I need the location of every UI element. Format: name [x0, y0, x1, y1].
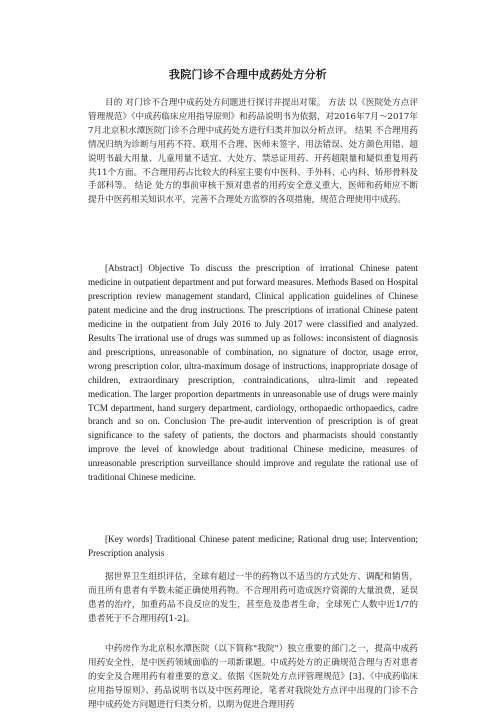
chinese-abstract: 目的 对门诊不合理中成药处方问题进行探讨并提出对策。 方法 以《医院处方点评管理规范》《中成药临床应用指导原则》和药品说明书为依据，对2016年7月～2017年7月北京积水潭医院门诊不合理中成药处方进行归类并加以分析点评。 结果 不合理用药情况归纳为诊断与用药不符、联用不合理、医师未签字、用法错误、处方颜色用错、超说明书最大用量、儿童用量不适宜、大处方、禁忌证用药、开药超限量和疑似重复用药共11个方面。不合理用药占比较大的科室主要有中医科、手外科、心内科、矫形骨科及手部科等。 结论 处方的事前审核干预对患者的用药安全意义重大，医师和药师应不断提升中医药相关知识水平，完善不合理处方监察的各项措施，规范合理使用中成药。: [88, 98, 418, 206]
body-paragraph-1: 据世界卫生组织评估，全球有超过一半的药物以不适当的方式处方、调配和销售，而且所有患者有半数未能正确使用药物。不合理用药可造成医疗资源的大量浪费，延误患者的治疗，加重药品不良反应的发生，甚至危及患者生命，全球死亡人数中近1/7的患者死于不合理用药[1-2]。: [88, 572, 418, 624]
english-abstract: [Abstract] Objective To discuss the prescription of irrational Chinese patent medicine in outpatient department and put forward measures. Methods Based on Hospital prescription review management standard, Clinical application guidelines of Chinese patent medicine and the drug instructions. The prescriptions of irrational Chinese patent medicine in the outpatient from July 2016 to July 2017 were classified and analyzed. Results The irrational use of drugs was summed up as follows: inconsistent of diagnosis and prescriptions, unreasonable of combination, no signature of doctor, usage error, wrong prescription color, ultra-maximum dosage of instructions, inappropriate dosage of children, extraordinary prescription, contraindications, ultra-limit and repeated medication. The larger proportion departments in unreasonable use of drugs were mainly TCM department, hand surgery department, cardiology, orthopaedic orthopaedics, cadre branch and so on. Conclusion The pre-audit intervention of prescription is of great significance to the safety of patients, the doctors and pharmacists should constantly improve the level of knowledge about traditional Chinese medicine, measures of unreasonable prescription surveillance should improve and regulate the rational use of traditional Chinese medicine.: [88, 263, 418, 483]
english-keywords: [Key words] Traditional Chinese patent medicine; Rational drug use; Intervention; Prescription analysis: [88, 534, 418, 558]
paper-title: 我院门诊不合理中成药处方分析: [168, 68, 328, 81]
body-paragraph-2: 中药房作为北京积水潭医院（以下简称"我院"）独立重要的部门之一，提高中成药用药安全性，是中医药领域面临的一项新课题。中成药处方的正确规范合理与否对患者的安全及合理用药有着重要的意义。依据《医院处方点评管理规范》[3]、《中成药临床应用指导原则》、药品说明书以及中医药理论，笔者对我院处方点评中出现的门诊不合理中成药处方问题进行归类分析，以期为促进合理用药: [88, 644, 418, 710]
